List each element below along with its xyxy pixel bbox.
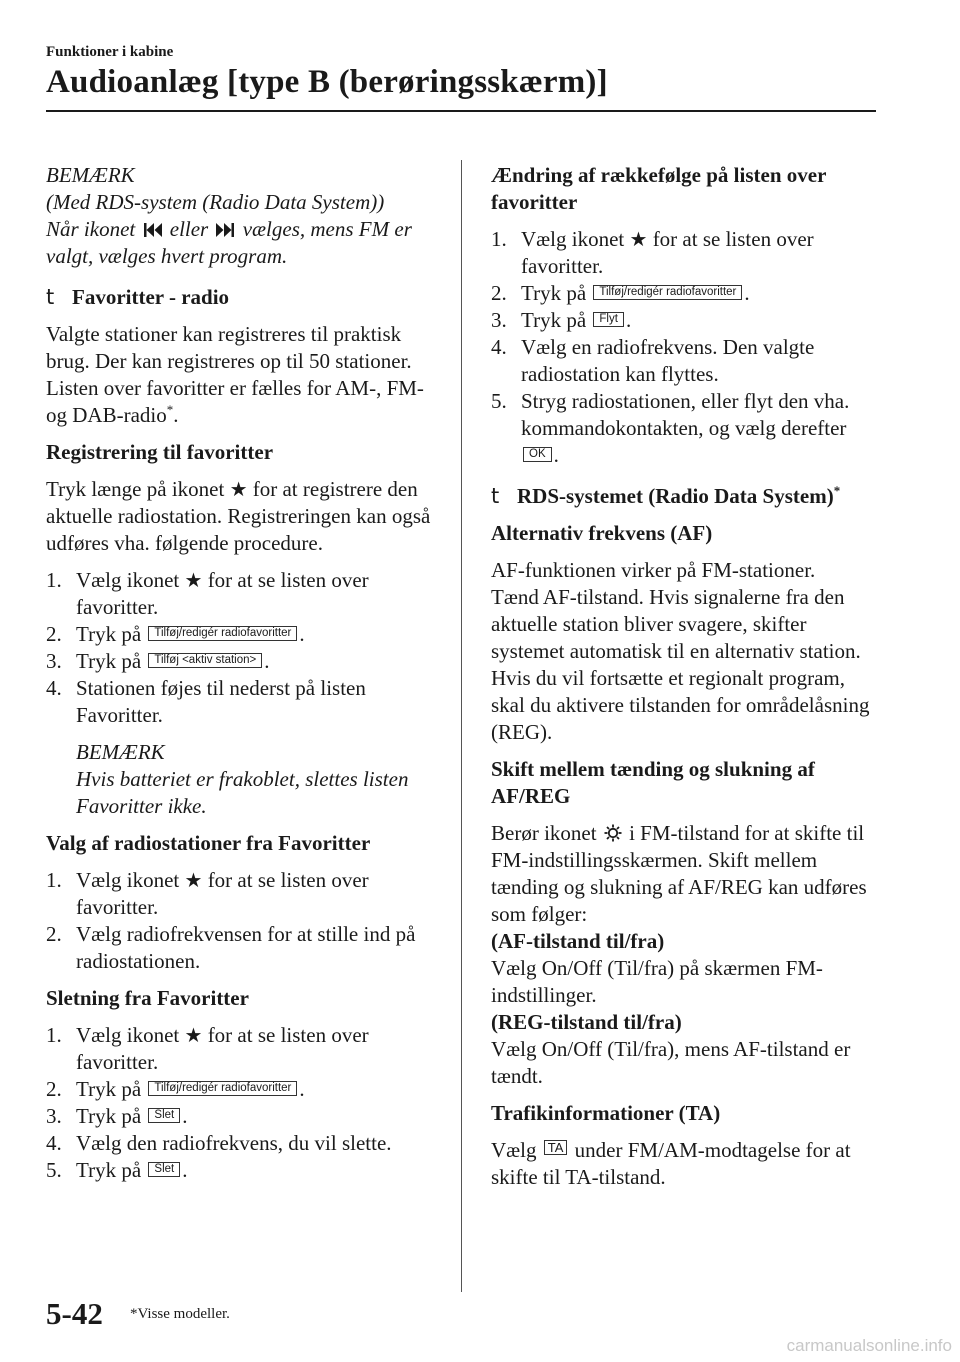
star-icon: ★ [184, 1023, 203, 1047]
gear-icon [604, 824, 622, 842]
reg-mode-text: Vælg On/Off (Til/fra), mens AF-tilstand er tændt. [491, 1037, 851, 1088]
column-divider [461, 160, 462, 1292]
page-number: 5-42 [46, 1296, 103, 1331]
star-icon: ★ [629, 227, 648, 251]
list-item: 4. Stationen føjes til nederst på listen Favoritter. [46, 676, 366, 727]
screen-button-ta: TA [544, 1140, 568, 1155]
subheading-ta: Trafikinformationer (TA) [491, 1101, 721, 1125]
delete-steps [46, 1022, 446, 1184]
section-marker: t [46, 285, 55, 309]
subheading-select: Valg af radiostationer fra Favoritter [46, 831, 371, 855]
footnote-mark: * [166, 402, 174, 417]
order-steps [491, 226, 881, 469]
screen-button-delete: Slet [148, 1162, 180, 1177]
watermark: carmanualsonline.info [786, 1336, 952, 1355]
section-title: Favoritter - radio [72, 285, 230, 309]
af-mode-text: Vælg On/Off (Til/fra) på skærmen FM-indstillinger. [491, 956, 823, 1007]
register-steps [46, 567, 446, 729]
subheading-switch: Skift mellem tænding og slukning af AF/REG [491, 757, 815, 808]
star-icon: ★ [184, 568, 203, 592]
subheading-delete: Sletning fra Favoritter [46, 986, 249, 1010]
list-item: 1. Vælg ikonet ★ for at se listen over favoritter. [491, 227, 814, 278]
subheading-register: Registrering til favoritter [46, 440, 274, 464]
right-column [491, 162, 881, 1201]
skip-forward-icon [215, 222, 235, 238]
note-text: Hvis batteriet er frakoblet, slettes listen Favoritter ikke. [76, 767, 409, 818]
footnote: *Visse modeller. [130, 1306, 230, 1322]
screen-button-add-edit-favorites: Tilføj/redigér radiofavoritter [148, 1081, 297, 1096]
note-label: BEMÆRK [76, 740, 165, 764]
note-rds [46, 162, 446, 270]
list-item: 2. Tryk på Tilføj/redigér radiofavoritter . [46, 622, 305, 646]
screen-button-move: Flyt [593, 312, 624, 327]
star-icon: ★ [184, 868, 203, 892]
note-text-post: vælges, mens FM er valgt, vælges hvert program. [46, 217, 412, 268]
list-item: 2. Vælg radiofrekvensen for at stille ind på radiostationen. [46, 922, 416, 973]
section-heading-rds [491, 483, 881, 510]
note-battery [76, 739, 446, 820]
list-item: 3. Tryk på Slet . [46, 1104, 188, 1128]
list-item: 2. Tryk på Tilføj/redigér radiofavoritter . [46, 1077, 305, 1101]
note-text-mid: eller [169, 217, 209, 241]
left-column [46, 162, 446, 1194]
switch-text: Berør ikonet i FM-tilstand for at skifte til FM-indstillingsskærmen. Skift mellem tænding og slukning af AF/REG kan udføres som følger: [491, 821, 867, 926]
screen-button-add-edit-favorites: Tilføj/redigér radiofavoritter [148, 626, 297, 641]
section-marker: t [491, 484, 500, 508]
register-text: Tryk længe på ikonet ★ for at registrere den aktuelle radiostation. Registreringen kan også udføres vha. følgende procedure. [46, 477, 431, 555]
screen-button-add-edit-favorites: Tilføj/redigér radiofavoritter [593, 285, 742, 300]
list-item: 4. Vælg den radiofrekvens, du vil slette. [46, 1131, 392, 1155]
list-item: 2. Tryk på Tilføj/redigér radiofavoritter . [491, 281, 750, 305]
screen-button-ok: OK [523, 447, 552, 462]
note-text-pre: Når ikonet [46, 217, 136, 241]
footnote-mark: * [833, 483, 841, 498]
note-label: BEMÆRK [46, 163, 135, 187]
screen-button-delete: Slet [148, 1108, 180, 1123]
subheading-order: Ændring af rækkefølge på listen over favoritter [491, 163, 827, 214]
favorites-intro: Valgte stationer kan registreres til praktisk brug. Der kan registreres op til 50 stationer. Listen over favoritter er fælles for AM-, FM- og DAB-radio*. [46, 322, 424, 427]
screen-button-add-active-station: Tilføj <aktiv station> [148, 653, 262, 668]
ta-text: Vælg TA under FM/AM-modtagelse for at skifte til TA-tilstand. [491, 1138, 851, 1189]
list-item: 3. Tryk på Tilføj <aktiv station> . [46, 649, 270, 673]
select-steps [46, 867, 446, 975]
skip-back-icon [143, 222, 163, 238]
list-item: 3. Tryk på Flyt . [491, 308, 632, 332]
list-item: 5. Tryk på Slet . [46, 1158, 188, 1182]
af-text: AF-funktionen virker på FM-stationer. Tænd AF-tilstand. Hvis signalerne fra den aktuelle station bliver svagere, skifter systemet automatisk til en alternativ station. Hvis du vil fortsætte et regionalt program, skal du aktivere tilstanden for områdelåsning (REG). [491, 558, 870, 744]
list-item: 5. Stryg radiostationen, eller flyt den vha. kommandokontakten, og vælg derefter OK . [491, 389, 850, 467]
reg-mode-heading: (REG-tilstand til/fra) [491, 1010, 682, 1034]
list-item: 4. Vælg en radiofrekvens. Den valgte radiostation kan flyttes. [491, 335, 815, 386]
title-rule [46, 110, 876, 112]
list-item: 1. Vælg ikonet ★ for at se listen over favoritter. [46, 568, 369, 619]
section-label: Funktioner i kabine [46, 44, 174, 60]
star-icon: ★ [229, 477, 248, 501]
page-title: Audioanlæg [type B (berøringsskærm)] [46, 64, 608, 100]
list-item: 1. Vælg ikonet ★ for at se listen over favoritter. [46, 868, 369, 919]
section-heading-favorites [46, 284, 446, 311]
subheading-af: Alternativ frekvens (AF) [491, 521, 713, 545]
af-mode-heading: (AF-tilstand til/fra) [491, 929, 665, 953]
note-heading: (Med RDS-system (Radio Data System)) [46, 190, 385, 214]
list-item: 1. Vælg ikonet ★ for at se listen over favoritter. [46, 1023, 369, 1074]
section-title: RDS-systemet (Radio Data System)* [517, 483, 841, 508]
